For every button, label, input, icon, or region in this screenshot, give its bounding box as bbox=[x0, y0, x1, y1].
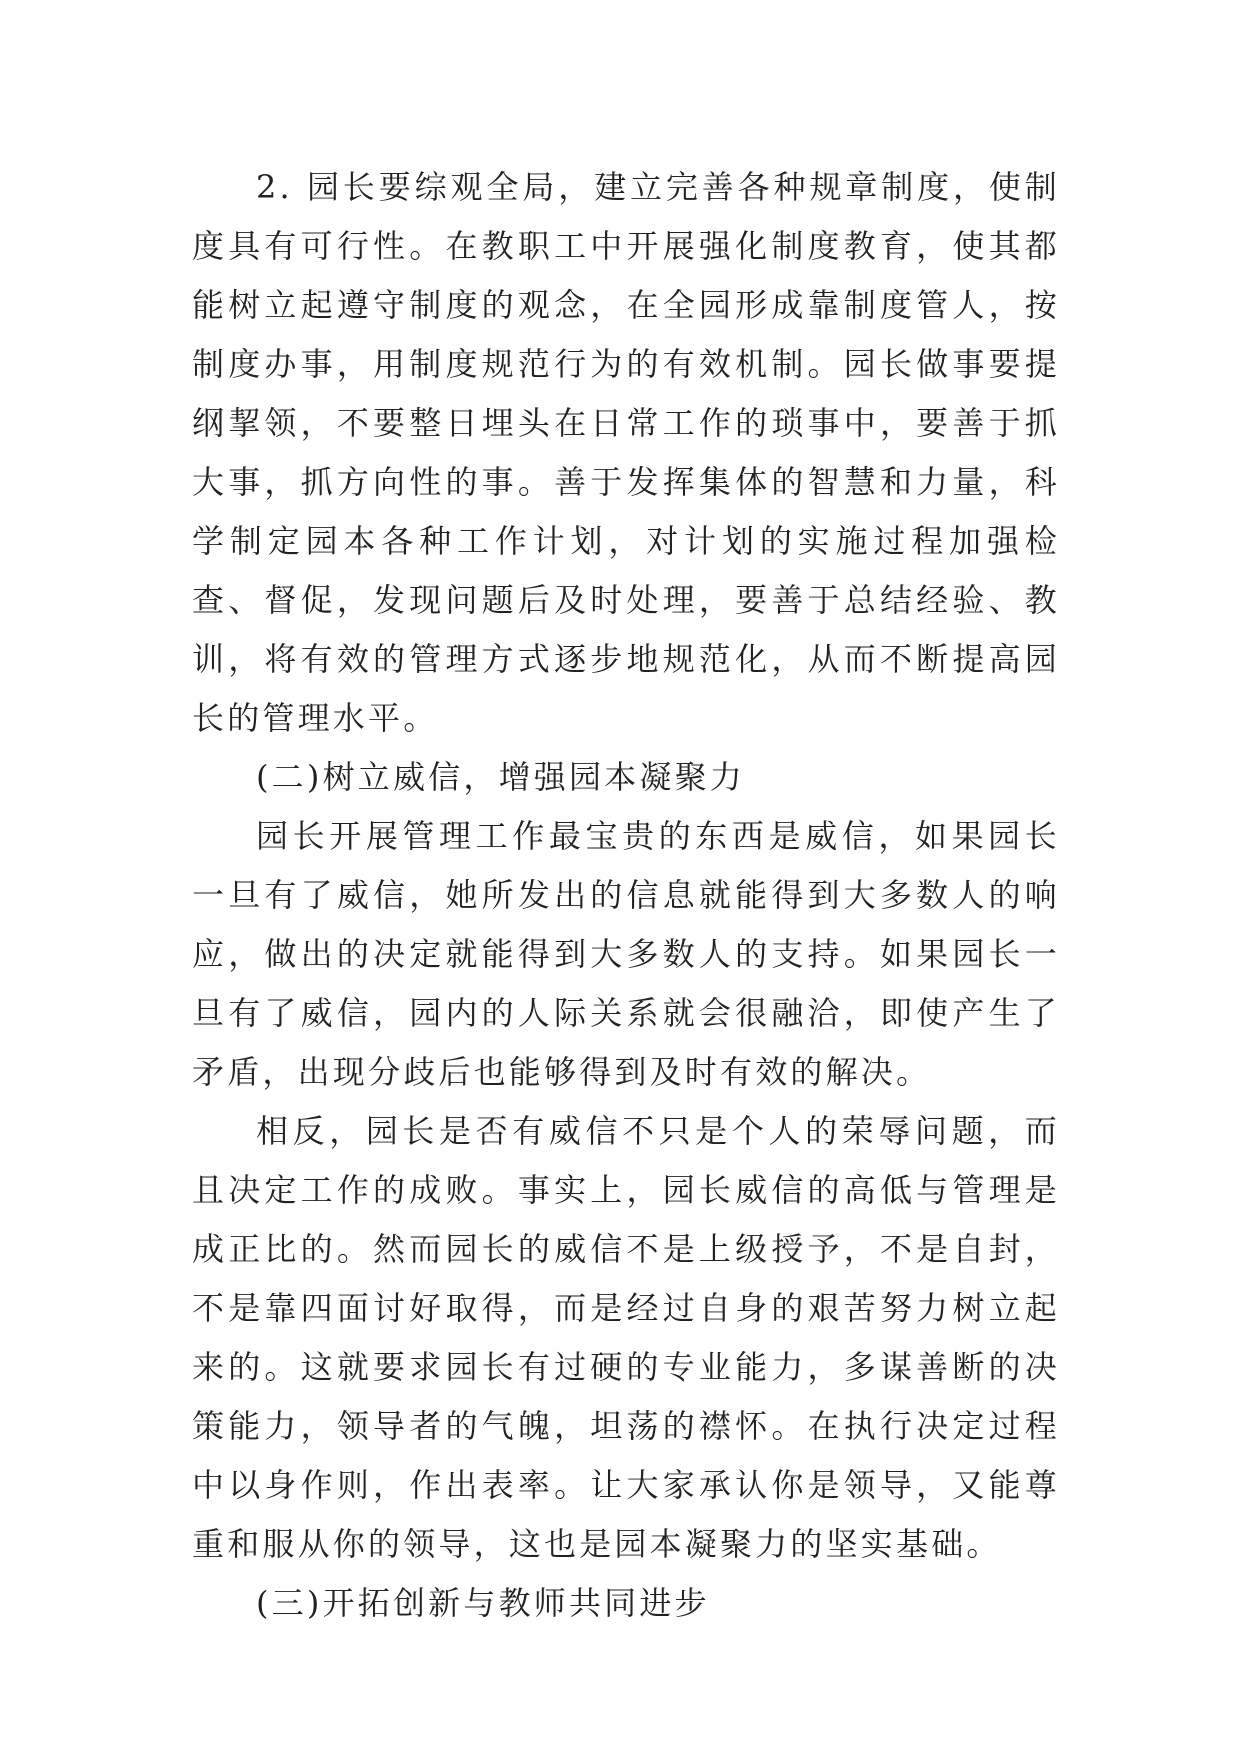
document-body bbox=[192, 158, 1060, 1633]
paragraph-building-prestige: 相反，园长是否有威信不只是个人的荣辱问题，而且决定工作的成败。事实上，园长威信的高低与管理是成正比的。然而园长的威信不是上级授予，不是自封，不是靠四面讨好取得，而是经过自身的艰苦努力树立起来的。这就要求园长有过硬的专业能力，多谋善断的决策能力，领导者的气魄，坦荡的襟怀。在执行决定过程中以身作则，作出表率。让大家承认你是领导，又能尊重和服从你的领导，这也是园本凝聚力的坚实基础。 bbox=[192, 1112, 1060, 1563]
section-heading-innovation: (三)开拓创新与教师共同进步 bbox=[256, 1584, 710, 1622]
paragraph-rules-and-planning: 2. 园长要综观全局，建立完善各种规章制度，使制度具有可行性。在教职工中开展强化制度教育，使其都能树立起遵守制度的观念，在全园形成靠制度管人，按制度办事，用制度规范行为的有效机制。园长做事要提纲挈领，不要整日埋头在日常工作的琐事中，要善于抓大事，抓方向性的事。善于发挥集体的智慧和力量，科学制定园本各种工作计划，对计划的实施过程加强检查、督促，发现问题后及时处理，要善于总结经验、教训，将有效的管理方式逐步地规范化，从而不断提高园长的管理水平。 bbox=[192, 168, 1060, 737]
paragraph-value-of-prestige: 园长开展管理工作最宝贵的东西是威信，如果园长一旦有了威信，她所发出的信息就能得到大多数人的响应，做出的决定就能得到大多数人的支持。如果园长一旦有了威信，园内的人际关系就会很融洽，即使产生了矛盾，出现分歧后也能够得到及时有效的解决。 bbox=[192, 817, 1060, 1091]
section-heading-prestige: (二)树立威信，增强园本凝聚力 bbox=[256, 758, 745, 796]
